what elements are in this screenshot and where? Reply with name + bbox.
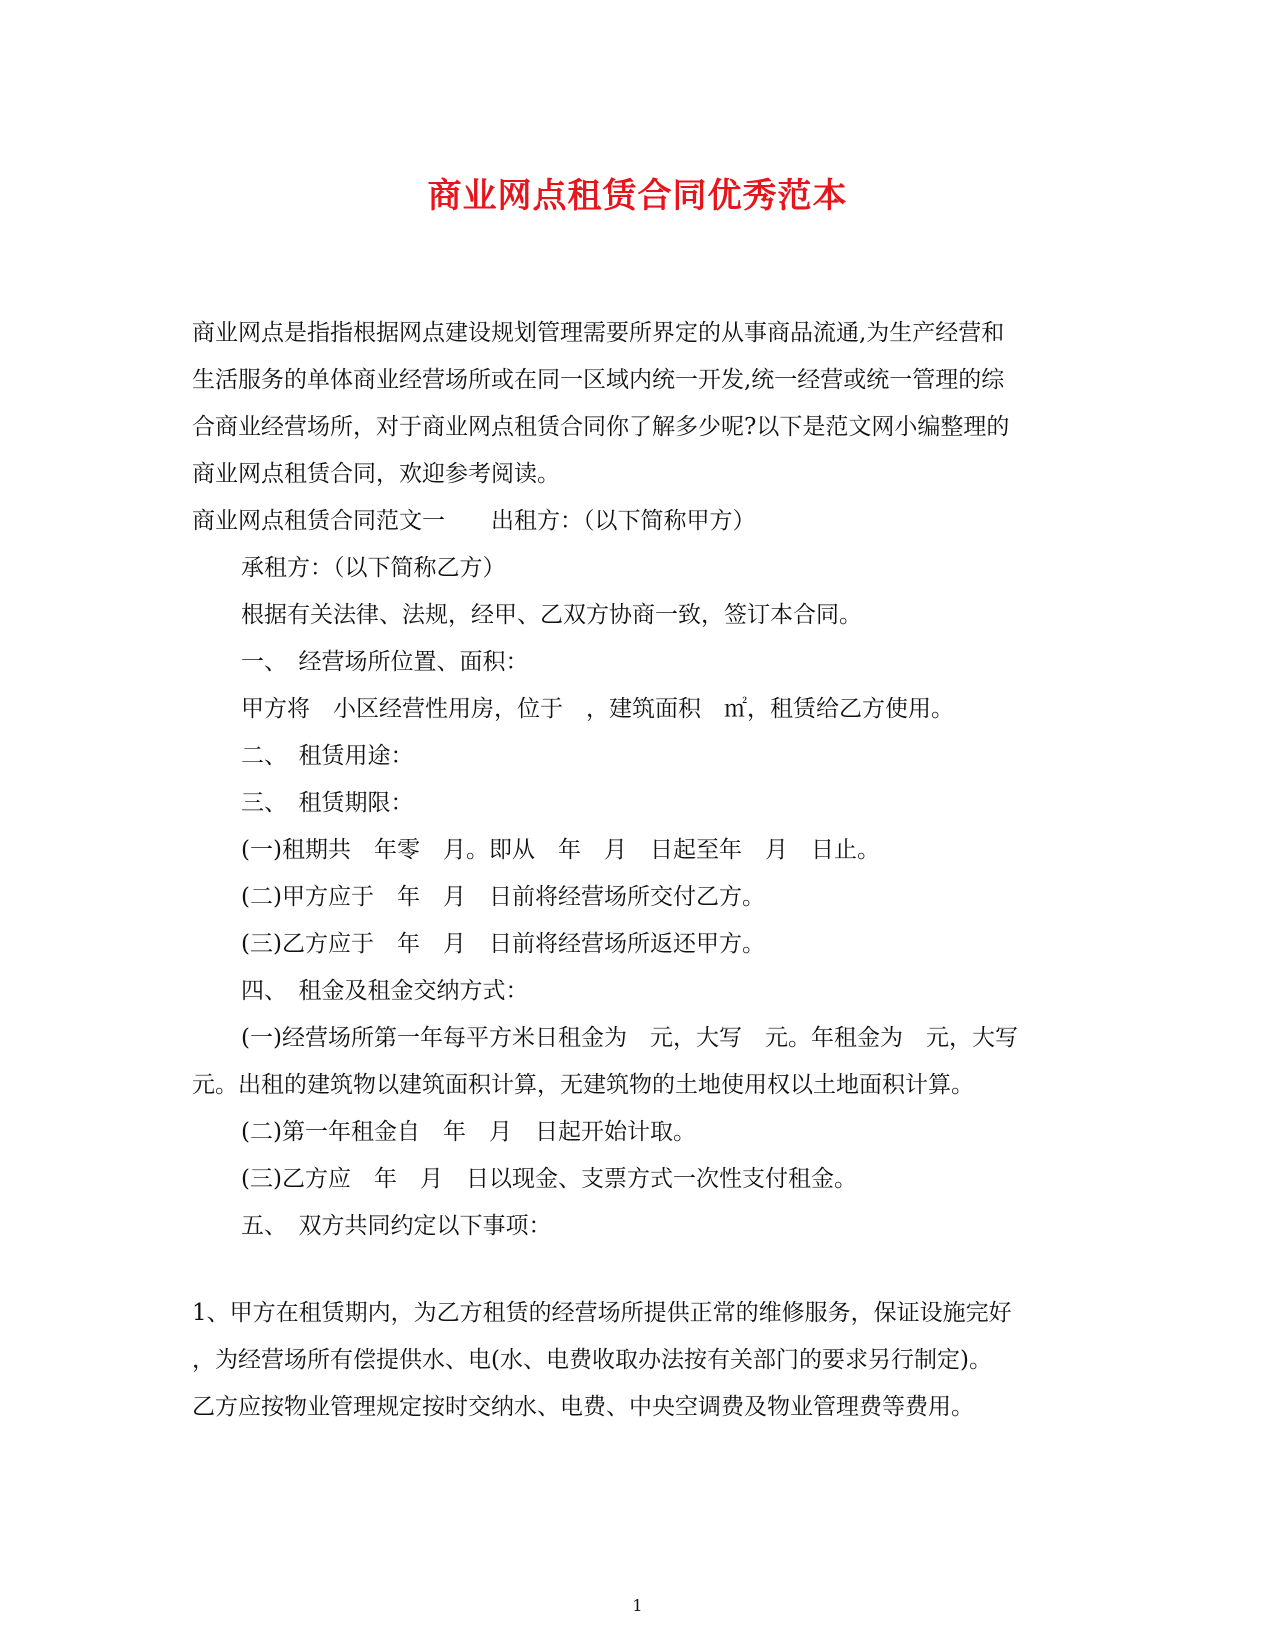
clause-line: 1、甲方在租赁期内，为乙方租赁的经营场所提供正常的维修服务，保证设施完好 [192,1300,1012,1326]
intro-line: 合商业经营场所，对于商业网点租赁合同你了解多少呢?以下是范文网小编整理的 [192,414,1010,440]
section-heading: 三、 租赁期限： [241,790,414,816]
clause-line: 乙方应按物业管理规定按时交纳水、电费、中央空调费及物业管理费等费用。 [192,1394,974,1420]
clause-line: ，为经营场所有偿提供水、电(水、电费收取办法按有关部门的要求另行制定)。 [192,1347,992,1373]
body-line: 元。出租的建筑物以建筑面积计算，无建筑物的土地使用权以土地面积计算。 [192,1072,974,1098]
document-title: 商业网点租赁合同优秀范本 [427,176,848,216]
body-line: 根据有关法律、法规，经甲、乙双方协商一致，签订本合同。 [241,602,862,628]
contract-heading-line: 商业网点租赁合同范文一 出租方：（以下简称甲方） [192,508,756,534]
body-line: 甲方将 小区经营性用房，位于 ，建筑面积 ㎡，租赁给乙方使用。 [241,696,954,722]
intro-line: 商业网点是指指根据网点建设规划管理需要所界定的从事商品流通,为生产经营和 [192,320,1005,346]
body-line: (一)租期共 年零 月。即从 年 月 日起至年 月 日止。 [241,837,880,863]
body-line: (二)甲方应于 年 月 日前将经营场所交付乙方。 [241,884,765,910]
body-line: (三)乙方应 年 月 日以现金、支票方式一次性支付租金。 [241,1166,857,1192]
section-heading: 二、 租赁用途： [241,743,414,769]
section-heading: 一、 经营场所位置、面积： [241,649,529,675]
body-line: (二)第一年租金自 年 月 日起开始计取。 [241,1119,696,1145]
page-number: 1 [632,1596,643,1615]
section-heading: 五、 双方共同约定以下事项： [241,1213,552,1239]
intro-line: 商业网点租赁合同，欢迎参考阅读。 [192,461,560,487]
body-line: 承租方：（以下简称乙方） [241,555,506,581]
body-line: (一)经营场所第一年每平方米日租金为 元，大写 元。年租金为 元，大写 [241,1025,1018,1051]
section-heading: 四、 租金及租金交纳方式： [241,978,529,1004]
body-line: (三)乙方应于 年 月 日前将经营场所返还甲方。 [241,931,765,957]
intro-line: 生活服务的单体商业经营场所或在同一区域内统一开发,统一经营或统一管理的综 [192,367,1005,393]
